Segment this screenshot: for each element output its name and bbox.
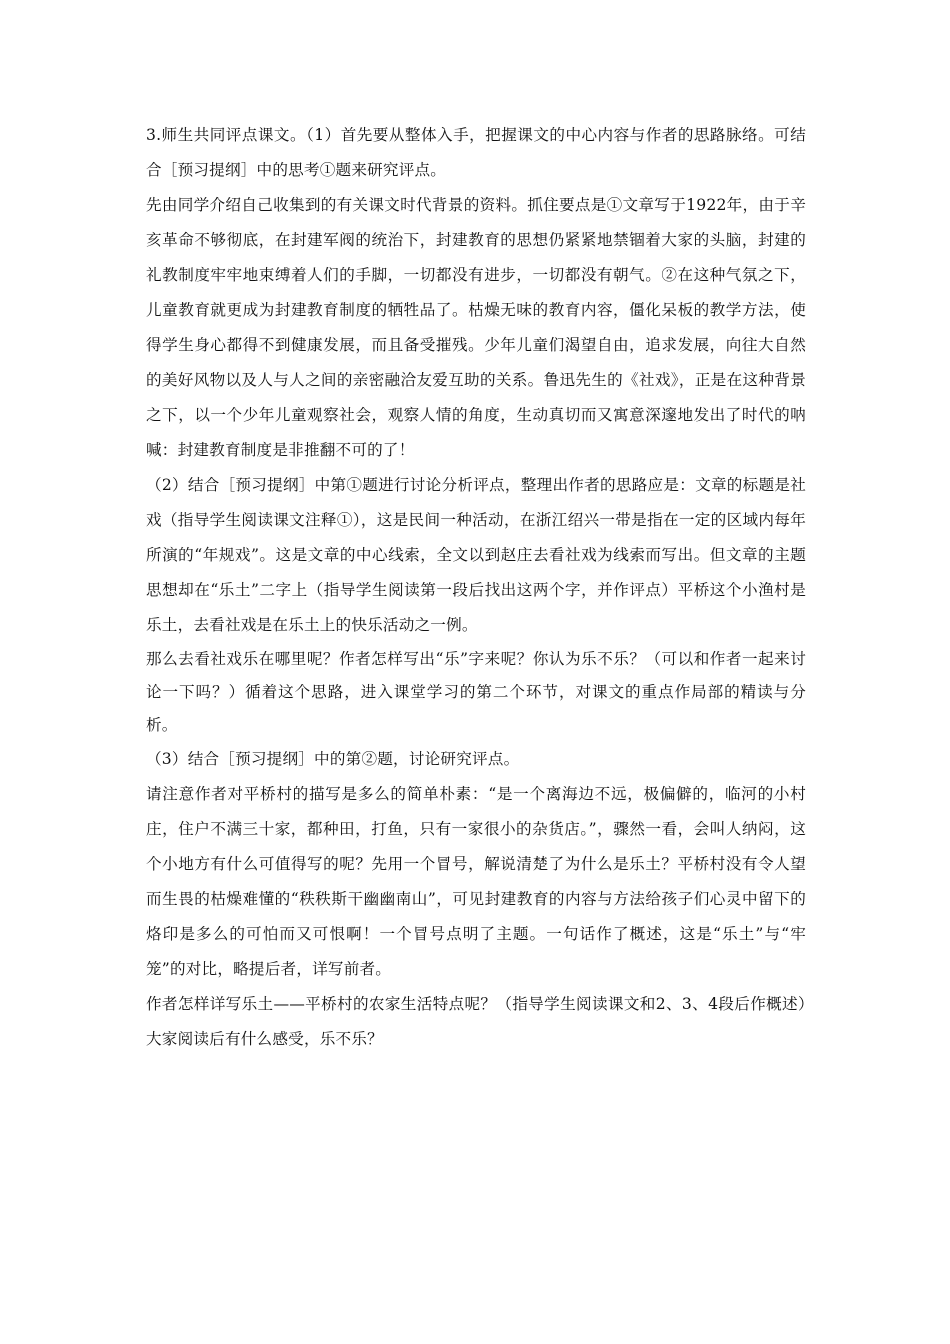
paragraph-4: 那么去看社戏乐在哪里呢？作者怎样写出“乐”字来呢？你认为乐不乐？（可以和作者一起来讨论一下吗？）循着这个思路，进入课堂学习的第二个环节，对课文的重点作局部的精读与分析。 bbox=[146, 650, 806, 734]
document-body bbox=[146, 118, 806, 1057]
paragraph-3: （2）结合［预习提纲］中第①题进行讨论分析评点，整理出作者的思路应是：文章的标题是社戏（指导学生阅读课文注释①），这是民间一种活动，在浙江绍兴一带是指在一定的区域内每年所演的“年规戏”。这是文章的中心线索，全文以到赵庄去看社戏为线索而写出。但文章的主题思想却在“乐土”二字上（指导学生阅读第一段后找出这两个字，并作评点）平桥这个小渔村是乐土，去看社戏是在乐土上的快乐活动之一例。 bbox=[146, 476, 806, 634]
paragraph-7: 作者怎样详写乐土——平桥村的农家生活特点呢？（指导学生阅读课文和2、3、4段后作概述）大家阅读后有什么感受，乐不乐？ bbox=[146, 995, 806, 1048]
paragraph-6: 请注意作者对平桥村的描写是多么的简单朴素：“是一个离海边不远，极偏僻的，临河的小村庄，住户不满三十家，都种田，打鱼，只有一家很小的杂货店。”，骤然一看，会叫人纳闷，这个小地方有什么可值得写的呢？先用一个冒号，解说清楚了为什么是乐土？平桥村没有令人望而生畏的枯燥难懂的“秩秩斯干幽幽南山”，可见封建教育的内容与方法给孩子们心灵中留下的烙印是多么的可怕而又可恨啊！一个冒号点明了主题。一句话作了概述，这是“乐土”与“牢笼”的对比，略提后者，详写前者。 bbox=[146, 785, 806, 978]
paragraph-2: 先由同学介绍自己收集到的有关课文时代背景的资料。抓住要点是①文章写于1922年，由于辛亥革命不够彻底，在封建军阀的统治下，封建教育的思想仍紧紧地禁锢着大家的头脑，封建的礼教制度牢牢地束缚着人们的手脚，一切都没有进步，一切都没有朝气。②在这种气氛之下，儿童教育就更成为封建教育制度的牺牲品了。枯燥无味的教育内容，僵化呆板的教学方法，使得学生身心都得不到健康发展，而且备受摧残。少年儿童们渴望自由，追求发展，向往大自然的美好风物以及人与人之间的亲密融洽友爱互助的关系。鲁迅先生的《社戏》，正是在这种背景之下，以一个少年儿童观察社会，观察人情的角度，生动真切而又寓意深邃地发出了时代的呐喊：封建教育制度是非推翻不可的了！ bbox=[146, 196, 806, 459]
paragraph-5: （3）结合［预习提纲］中的第②题，讨论研究评点。 bbox=[146, 750, 520, 768]
paragraph-1: 3.师生共同评点课文。（1）首先要从整体入手，把握课文的中心内容与作者的思路脉络。可结合［预习提纲］中的思考①题来研究评点。 bbox=[146, 126, 806, 179]
